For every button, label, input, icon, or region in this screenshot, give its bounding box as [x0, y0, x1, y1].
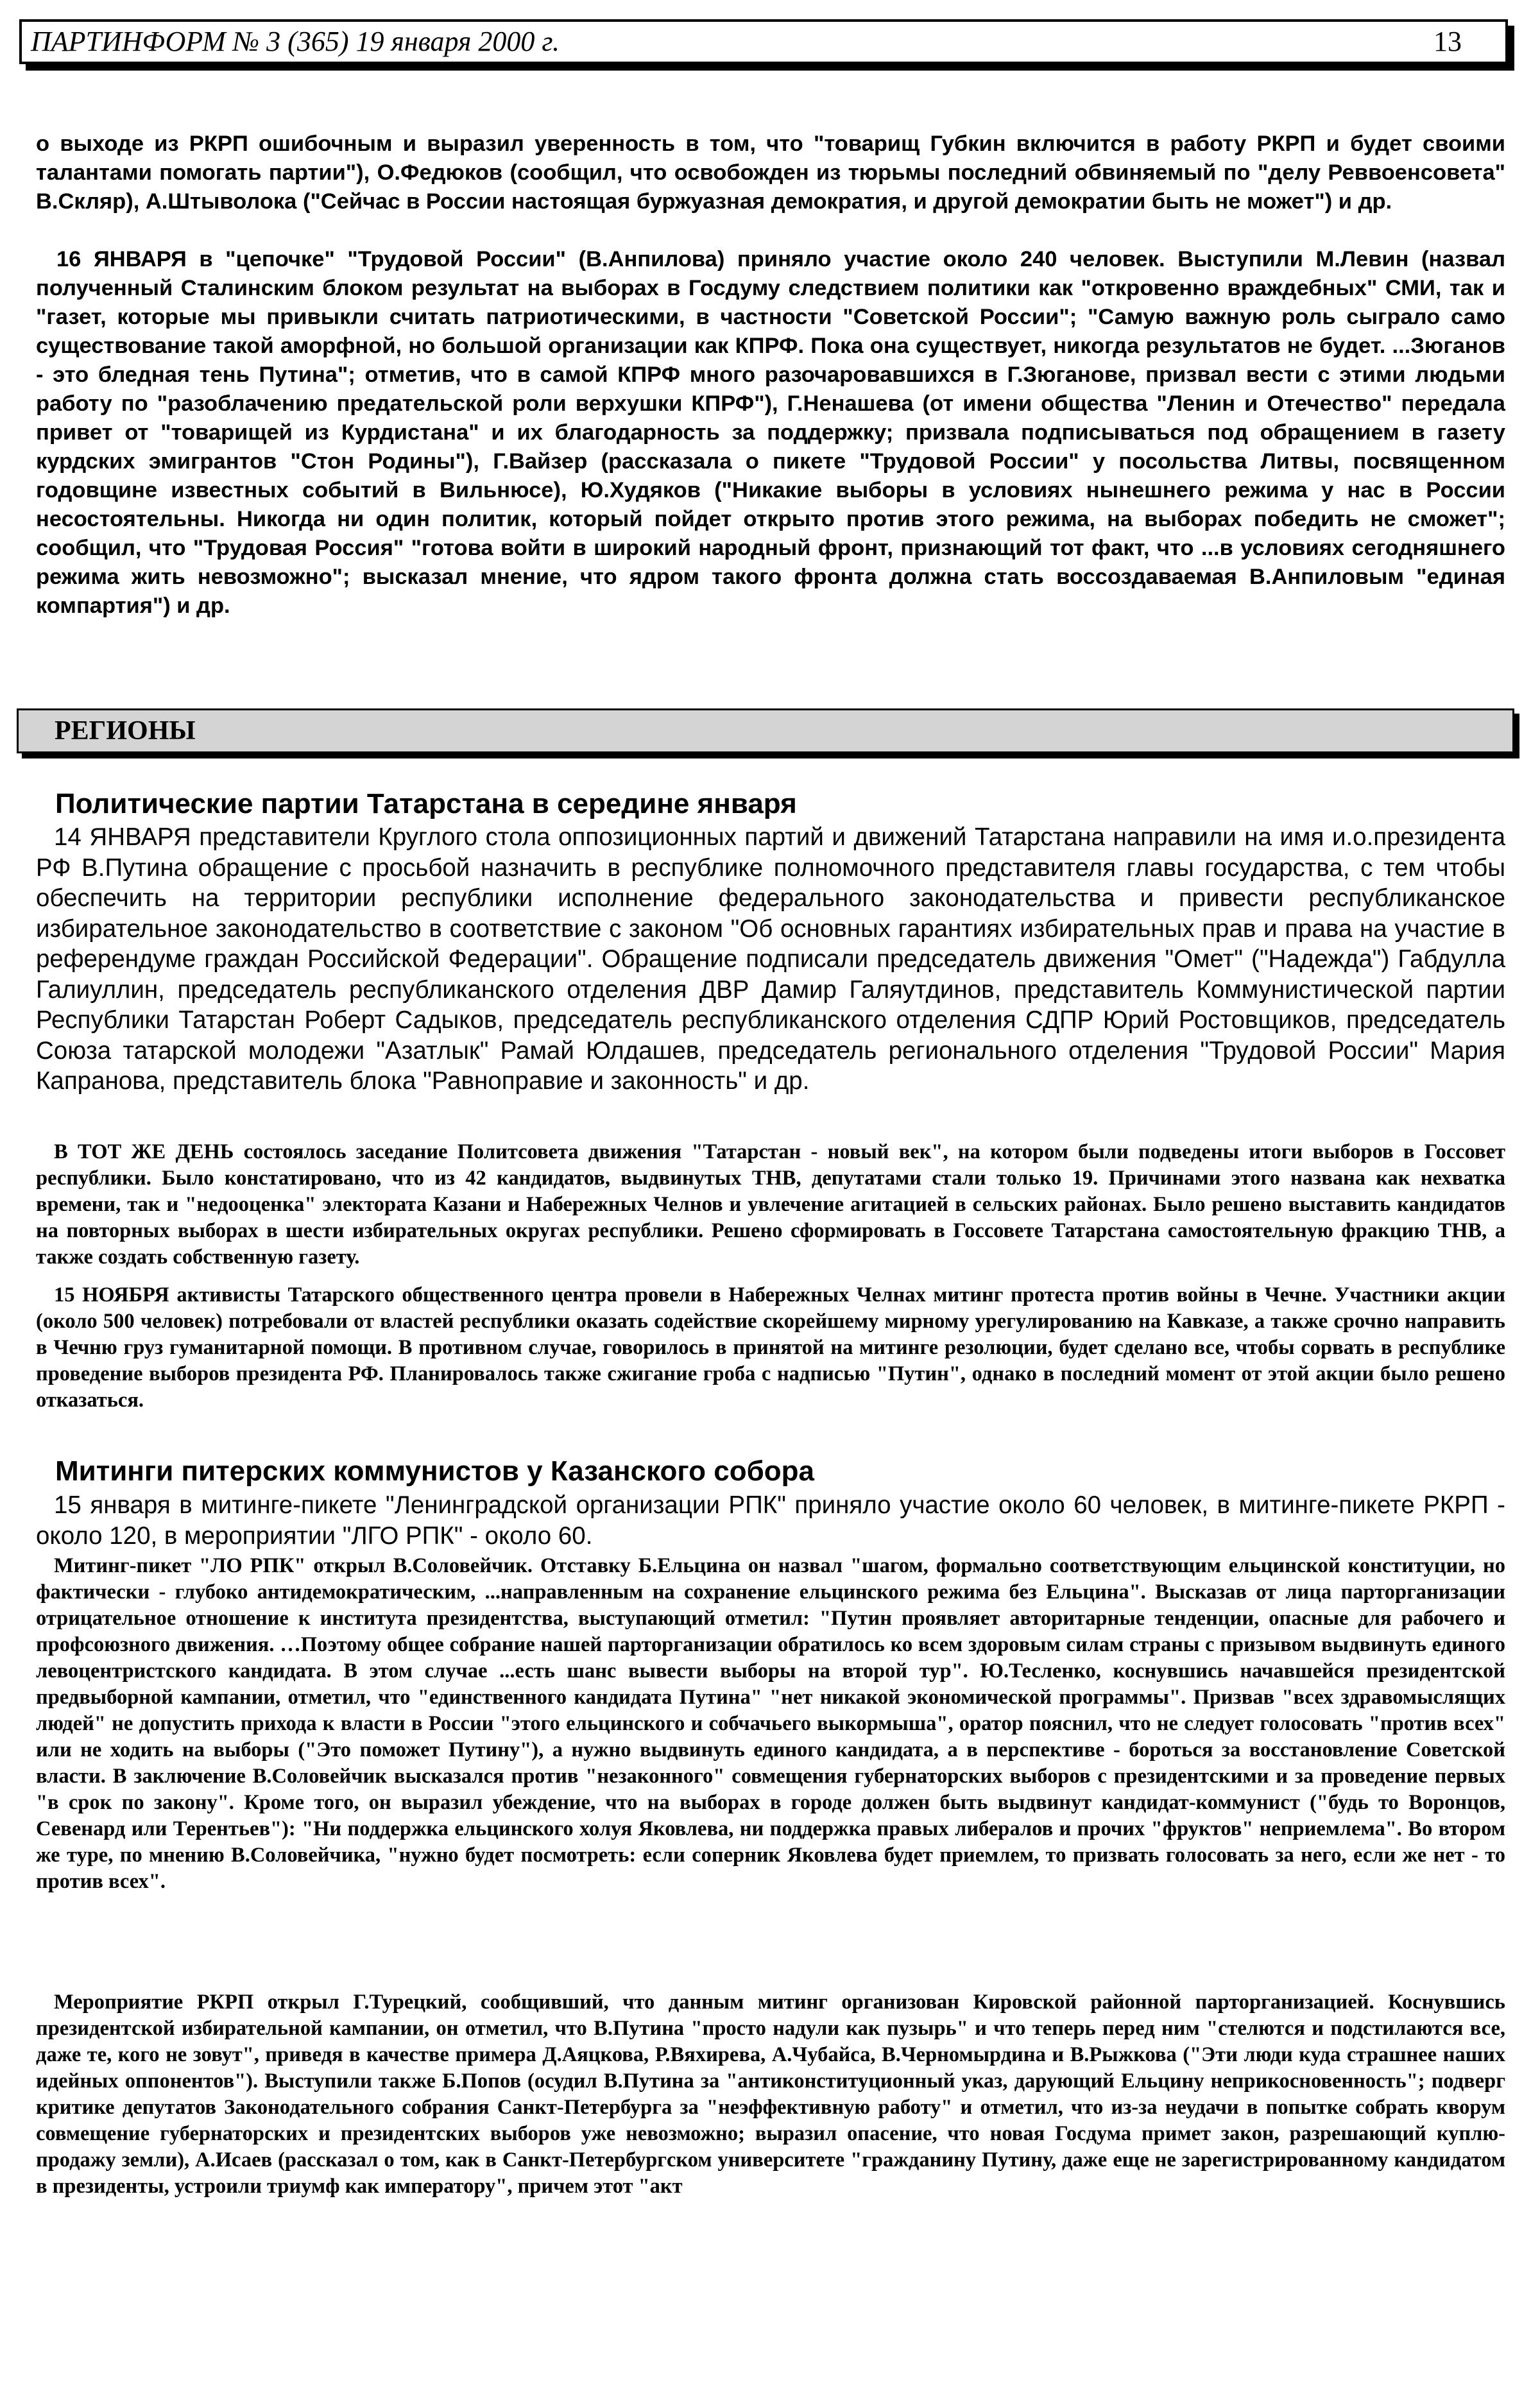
article-heading: Митинги питерских коммунистов у Казанского собора [55, 1455, 814, 1487]
section-header [17, 708, 1514, 753]
section-label: РЕГИОНЫ [55, 716, 196, 746]
publication-title: ПАРТИНФОРМ № 3 (365) 19 января 2000 г. [31, 26, 560, 57]
page-header [19, 19, 1508, 64]
article-paragraph: 15 НОЯБРЯ активисты Татарского общественного центра провели в Набережных Челнах митинг протеста против войны в Чечне. Участники акции (около 500 человек) потребовали от властей республики оказать содействие скорейшему мирному урегулированию на Кавказе, а также срочно направить в Чечню груз гуманитарной помощи. В противном случае, говорилось в принятой на митинге резолюции, будет сделано все, чтобы сорвать в республике проведение выборов президента РФ. Планировалось также сжигание гроба с надписью "Путин", однако в последний момент от этой акции было решено отказаться. [36, 1283, 1505, 1412]
article-paragraph: Мероприятие РКРП открыл Г.Турецкий, сообщивший, что данным митинг организован Кировской районной парторганизацией. Коснувшись президентской избирательной кампании, он отметил, что В.Путина "просто надули как пузырь" и что теперь перед ним "стелются и подстилаются все, даже те, кого не зовут", приведя в качестве примера Д.Аяцкова, Р.Вяхирева, А.Чубайса, В.Черномырдина и В.Рыжкова ("Эти люди куда страшнее наших идейных оппонентов"). Выступили также Б.Попов (осудил В.Путина за "антиконституционный указ, дарующий Ельцину неприкосновенность"; подверг критике депутатов Законодательного собрания Санкт-Петербурга за "неэффективную работу" и отметил, что из-за неудачи в попытке собрать кворум совмещение губернаторских и президентских выборов уже невозможно; выразил опасение, что новая Госдума примет закон, разрешающий куплю-продажу земли), А.Исаев (рассказал о том, как в Санкт-Петербургском университете "гражданину Путину, даже еще не зарегистрированному кандидатом в президенты, устроили триумф как императору", причем этот "акт [36, 1991, 1505, 2198]
article-paragraph: 15 января в митинге-пикете "Ленинградской организации РПК" приняло участие около 60 человек, в митинге-пикете РКРП - около 120, в мероприятии "ЛГО РПК" - около 60. [36, 1491, 1505, 1550]
top-article-paragraph: о выходе из РКРП ошибочным и выразил уверенность в том, что "товарищ Губкин включится в работу РКРП и будет своими талантами помогать партии"), О.Федюков (сообщил, что освобожден из тюрьмы последний обвиняемый по "делу Реввоенсовета" В.Скляр), А.Штыволока ("Сейчас в России настоящая буржуазная демократия, и другой демократии быть не может") и др. [36, 132, 1505, 214]
article-paragraph: Митинг-пикет "ЛО РПК" открыл В.Соловейчик. Отставку Б.Ельцина он назвал "шагом, формально соответствующим ельцинской конституции, но фактически - глубоко антидемократическим, ...направленным на сохранение ельцинского режима без Ельцина". Высказав от лица парторганизации отрицательное отношение к института президентства, выступающий отметил: "Путин проявляет авторитарные тенденции, опасные для рабочего и профсоюзного движения. …Поэтому общее собрание нашей парторганизации обратилось ко всем здоровым силам страны с призывом выдвинуть единого левоцентристского кандидата. В этом случае ...есть шанс вывести выборы на второй тур". Ю.Тесленко, коснувшись начавшейся президентской предвыборной кампании, отметил, что "единственного кандидата Путина" "нет никакой экономической программы". Призвав "всех здравомыслящих людей" не допустить прихода к власти в России "этого ельцинского и собчачьего выкормыша", оратор пояснил, что не следует голосовать "против всех" или не ходить на выборы ("Это поможет Путину"), а нужно выдвинуть единого кандидата, а в перспективе - бороться за восстановление Советской власти. В заключение В.Соловейчик высказался против "незаконного" совмещения губернаторских выборов с президентскими и за проведение первых "в срок по закону". Кроме того, он выразил убеждение, что на выборах в городе должен быть выдвинут кандидат-коммунист ("будь то Воронцов, Севенард или Терентьев"): "Ни поддержка ельцинского холуя Яковлева, ни поддержка правых либералов и прочих "фруктов" неприемлема". Во втором же туре, по мнению В.Соловейчика, "нужно будет посмотреть: если соперник Яковлева будет приемлем, то призвать голосовать за него, если же нет - то против всех". [36, 1554, 1505, 1893]
article-paragraph: В ТОТ ЖЕ ДЕНЬ состоялось заседание Политсовета движения "Татарстан - новый век", на котором были подведены итоги выборов в Госсовет республики. Было констатировано, что из 42 кандидатов, выдвинутых ТНВ, депутатами стали только 19. Причинами этого названа как нехватка времени, так и "недооценка" электората Казани и Набережных Челнов и увлечение агитацией в сельских районах. Было решено выставить кандидатов на повторных выборах в шести избирательных округах республики. Решено сформировать в Госсовете Татарстана самостоятельную фракцию ТНВ, а также создать собственную газету. [36, 1140, 1505, 1269]
article-paragraph: 14 ЯНВАРЯ представители Круглого стола оппозиционных партий и движений Татарстана направили на имя и.о.президента РФ В.Путина обращение с просьбой назначить в республике полномочного представителя главы государства, с тем чтобы обеспечить на территории республики исполнение федерального законодательства и привести республиканское избирательное законодательство в соответствие с законом "Об основных гарантиях избирательных прав и права на участие в референдуме граждан Российской Федерации". Обращение подписали председатель движения "Омет" ("Надежда") Габдулла Галиуллин, председатель республиканского отделения ДВР Дамир Галяутдинов, представитель Коммунистической партии Республики Татарстан Роберт Садыков, председатель республиканского отделения СДПР Юрий Ростовщиков, председатель Союза татарской молодежи "Азатлык" Рамай Юлдашев, председатель регионального отделения "Трудовой России" Мария Капранова, представитель блока "Равноправие и законность" и др. [36, 823, 1505, 1095]
article-heading: Политические партии Татарстана в середине января [55, 788, 797, 819]
top-article-paragraph: 16 ЯНВАРЯ в "цепочке" "Трудовой России" (В.Анпилова) приняло участие около 240 человек. Выступили М.Левин (назвал полученный Сталинским блоком результат на выборах в Госдуму следствием политики как "откровенно враждебных" СМИ, так и "газет, которые мы привыкли считать патриотическими, в частности "Советской России"; "Самую важную роль сыграло само существование такой аморфной, но большой организации как КПРФ. Пока она существует, никогда результатов не будет. ...Зюганов - это бледная тень Путина"; отметив, что в самой КПРФ много разочаровавшихся в Г.Зюганове, призвал вести с этими людьми работу по "разоблачению предательской роли верхушки КПРФ"), Г.Ненашева (от имени общества "Ленин и Отечество" передала привет от "товарищей из Курдистана" и их благодарность за поддержку; призвала подписываться под обращением в газету курдских эмигрантов "Стон Родины"), Г.Вайзер (рассказала о пикете "Трудовой России" у посольства Литвы, посвященном годовщине известных событий в Вильнюсе), Ю.Худяков ("Никакие выборы в условиях нынешнего режима у нас в России несостоятельны. Никогда ни один политик, который пойдет открыто против этого режима, на выборах победить не сможет"; сообщил, что "Трудовая Россия" "готова войти в широкий народный фронт, признающий тот факт, что ...в условиях сегодняшнего режима жить невозможно"; высказал мнение, что ядром такого фронта должна стать воссоздаваемая В.Анпиловым "единая компартия") и др. [36, 247, 1505, 618]
page-number: 13 [1433, 26, 1462, 57]
